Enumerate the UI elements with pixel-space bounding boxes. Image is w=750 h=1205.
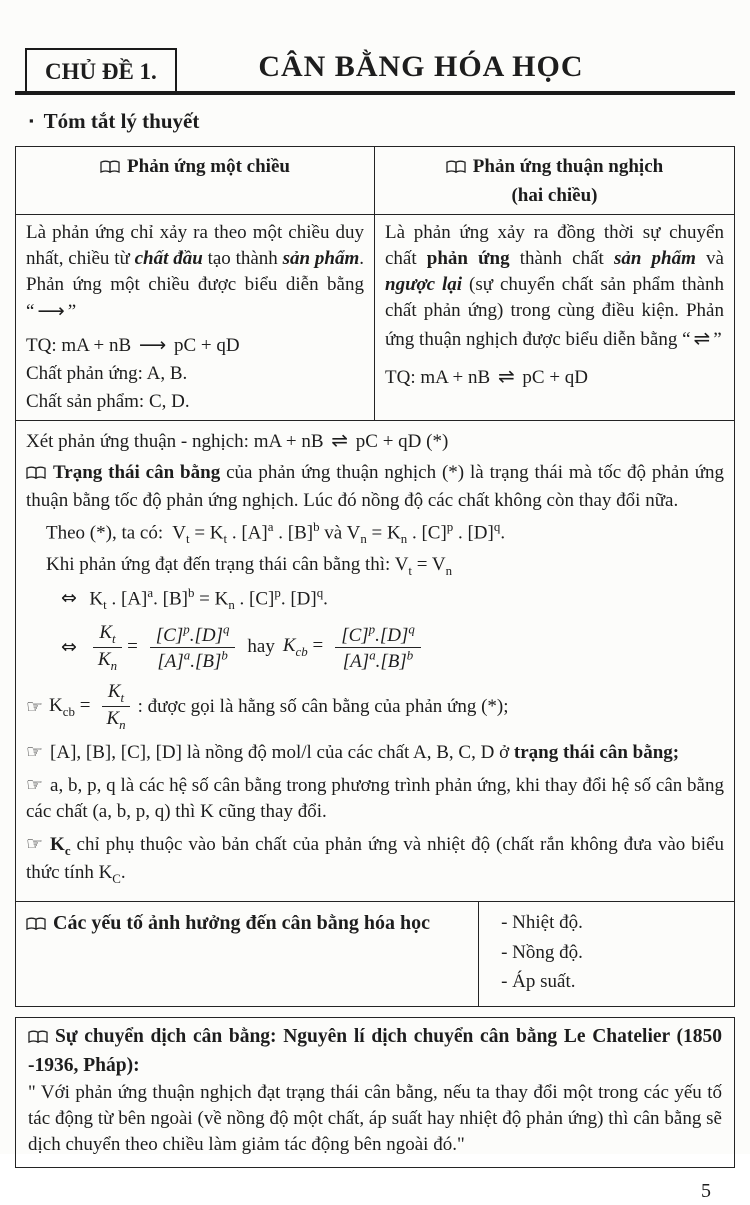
section-heading [29,107,735,136]
open-book-icon [26,912,46,940]
note-coefficients-text: a, b, p, q là các hệ số cân bằng trong phương trình phản ứng, khi thay đổi hệ số cân bằng các chất (a, b, p, q) thì K cũng thay đổi. [26,774,724,823]
page-title: CÂN BẰNG HÓA HỌC [258,50,584,83]
factors-label: Các yếu tố ảnh hưởng đến cân bằng hóa học [53,912,431,935]
le-chatelier-block [15,1017,735,1167]
note-concentrations [26,739,724,766]
equals-sign: = [127,636,138,658]
equilibrium-state-definition [26,460,724,514]
reversible-general-equation: TQ: mA + nB ⇌ pC + qD [385,363,589,388]
pointing-hand-icon: ☞ [26,695,44,718]
rate-equality-line: ⇔ $K_t$ . $[A]^a$. $[B]^b = K_n$ . $[C]^p$. $[D]^q$. [61,584,328,612]
factors-list-cell [479,902,734,1006]
iff-symbol: ⇔ [61,636,77,659]
open-book-icon [28,1026,48,1053]
kcb-label: $K_{cb}$ = [282,635,324,660]
note-kc-dependence [26,831,724,887]
square-bullet-icon: ▪ [29,113,34,129]
rate-equations-line: Theo (*), ta có: $V_t = K_t$ . $[A]^a$ . $[B]^b$ và $V_n = K_n$ . $[C]^p$ . $[D]^q$. [46,518,506,547]
table-header-row [16,147,734,213]
factors-label-cell [16,902,479,1006]
one-way-general-equation: TQ: mA + nB ⟶ pC + qD [26,333,240,356]
factors-row [16,901,734,1006]
theory-table [15,146,735,1007]
factor-concentration: - Nồng độ. [501,941,583,963]
factor-temperature: - Nhiệt độ. [501,912,583,934]
kt-kn-fraction: $\frac{K_t}{K_n}$ [92,622,123,674]
section-heading-label: Tóm tắt lý thuyết [43,109,200,134]
header-cell-reversible [375,147,734,213]
header-reversible-label-line2: (hai chiều) [511,184,598,206]
le-chatelier-principle-text: " Với phản ứng thuận nghịch đạt trạng thái cân bằng, nếu ta thay đổi một trong các yếu tố tác động từ bên ngoài (về nồng độ một chất, áp suất hay nhiệt độ phản ứng) thì cân bằng sẽ dịch chuyển theo chiều làm giảm tác động bên ngoài đó." [28,1081,722,1156]
chapter-label: CHỦ ĐỀ 1. [25,48,177,92]
equilibrium-section [16,421,734,901]
concentration-fraction: $\frac{[C]^p.[D]^q}{[A]^a.[B]^b}$ [335,622,421,672]
pointing-hand-icon: ☞ [26,740,44,763]
one-way-reactants-line: Chất phản ứng: A, B. [26,362,188,384]
note1-lead: $K_{cb}$ = [49,695,91,719]
reversible-definition-text: Là phản ứng xảy ra đồng thời sự chuyển chất phản ứng thành chất sản phẩm và ngược lại (sự chuyển chất sản phẩm thành chất phản ứng) trong cùng điều kiện. Phản ứng thuận nghịch được biểu diễn bằng “ ⇌ ” [385,221,724,350]
note-coefficients [26,772,724,825]
open-book-icon [446,156,466,182]
equilibrium-section-row [16,420,734,901]
concentration-fraction: $\frac{[C]^p.[D]^q}{[A]^a.[B]^b}$ [150,622,236,672]
note-concentrations-text: [A], [B], [C], [D] là nồng độ mol/l của các chất A, B, C, D ở trạng thái cân bằng; [50,741,680,763]
one-way-definition-text: Là phản ứng chỉ xảy ra theo một chiều duy nhất, chiều từ chất đầu tạo thành sản phẩm. Phản ứng một chiều được biểu diễn bằng “ ⟶ ” [26,221,364,323]
le-chatelier-heading [28,1024,722,1080]
equilibrium-constant-derivation [58,622,724,674]
page-number: 5 [701,1179,711,1202]
kt-kn-fraction: $\frac{K_t}{K_n}$ [100,681,131,733]
factor-pressure: - Áp suất. [501,970,576,992]
header-reversible-label-line1: Phản ứng thuận nghịch [472,156,664,178]
open-book-icon [100,156,120,182]
hay-word: hay [247,636,275,658]
one-way-products-line: Chất sản phẩm: C, D. [26,391,190,413]
equilibrium-state-definition-text: Trạng thái cân bằng của phản ứng thuận nghịch (*) là trạng thái mà tốc độ phản ứng thuận bằng tốc độ phản ứng nghịch. Lúc đó nồng độ các chất không còn thay đổi nữa. [26,461,724,511]
table-body-row [16,214,734,421]
open-book-icon [26,462,46,488]
header-cell-one-way [16,147,375,213]
le-chatelier-heading-text: Sự chuyển dịch cân bằng: Nguyên lí dịch chuyển cân bằng Le Chatelier (1850 -1936, Pháp): [28,1026,722,1077]
reversible-definition-cell [375,215,734,421]
equilibrium-condition-line: Khi phản ứng đạt đến trạng thái cân bằng thì: $V_t = V_n$ [46,553,453,578]
note-equilibrium-constant [26,681,724,733]
note-kc-dependence-text: $K_c$ chỉ phụ thuộc vào bản chất của phản ứng và nhiệt độ (chất rắn không đưa vào biểu thức tính $K_C$. [26,834,724,886]
header-one-way-label: Phản ứng một chiều [127,156,290,178]
one-way-definition-cell [16,215,375,421]
pointing-hand-icon: ☞ [26,773,44,796]
page-header [15,46,735,95]
pointing-hand-icon: ☞ [26,833,44,856]
note1-tail: : được gọi là hằng số cân bằng của phản ứng (*); [137,695,509,717]
consider-reaction-line: Xét phản ứng thuận - nghịch: mA + nB ⇌ pC + qD (*) [26,428,449,453]
